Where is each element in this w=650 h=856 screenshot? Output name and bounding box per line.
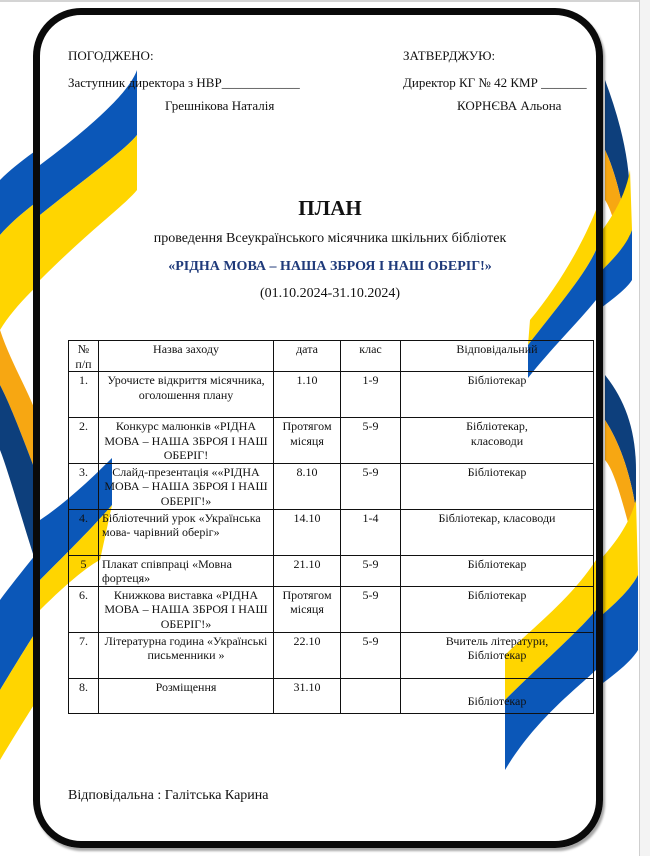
plan-table xyxy=(68,340,594,714)
cell-name: Бібліотечний урок «Українська мова- чарівний оберіг» xyxy=(99,509,274,555)
header-name: Назва заходу xyxy=(99,341,274,372)
cell-date: 31.10 xyxy=(274,678,341,713)
cell-responsible: Бібліотекар xyxy=(401,463,594,509)
approval-right-signature-line: _______ xyxy=(541,75,587,90)
approval-left-label: ПОГОДЖЕНО: xyxy=(68,48,154,63)
cell-date: Протягом місяця xyxy=(274,418,341,464)
cell-date: 22.10 xyxy=(274,632,341,678)
cell-date: Протягом місяця xyxy=(274,586,341,632)
cell-name: Плакат співпраці «Мовна фортеця» xyxy=(99,555,274,586)
cell-num: 5 xyxy=(69,555,99,586)
document-period: (01.10.2024-31.10.2024) xyxy=(260,286,400,301)
table-header-row xyxy=(69,341,594,372)
cell-num: 4. xyxy=(69,509,99,555)
cell-responsible: Вчитель літератури, Бібліотекар xyxy=(401,632,594,678)
table-row xyxy=(69,555,594,586)
cell-grade: 5-9 xyxy=(341,586,401,632)
table-row xyxy=(69,372,594,418)
table-row xyxy=(69,632,594,678)
cell-name: Книжкова виставка «РІДНА МОВА – НАША ЗБРОЯ І НАШ ОБЕРІГ!» xyxy=(99,586,274,632)
cell-responsible: Бібліотекар xyxy=(401,586,594,632)
cell-date: 21.10 xyxy=(274,555,341,586)
cell-responsible: Бібліотекар, класоводи xyxy=(401,509,594,555)
cell-grade: 1-4 xyxy=(341,509,401,555)
cell-name: Літературна година «Українські письменники » xyxy=(99,632,274,678)
cell-date: 14.10 xyxy=(274,509,341,555)
table-row xyxy=(69,678,594,713)
header-date: дата xyxy=(274,341,341,372)
cell-name: Розміщення xyxy=(99,678,274,713)
cell-grade: 5-9 xyxy=(341,463,401,509)
table-row xyxy=(69,509,594,555)
cell-num: 6. xyxy=(69,586,99,632)
cell-name: Слайд-презентація ««РІДНА МОВА – НАША ЗБРОЯ І НАШ ОБЕРІГ!» xyxy=(99,463,274,509)
approval-left-position xyxy=(68,75,300,90)
cell-grade xyxy=(341,678,401,713)
document-subtitle: проведення Всеукраїнського місячника шкільних бібліотек xyxy=(153,231,507,246)
scrollbar-track[interactable] xyxy=(639,0,650,856)
cell-grade: 1-9 xyxy=(341,372,401,418)
approval-left-signature-line: ____________ xyxy=(221,75,300,90)
approval-right-label: ЗАТВЕРДЖУЮ: xyxy=(403,48,496,63)
cell-grade: 5-9 xyxy=(341,555,401,586)
table-row xyxy=(69,418,594,464)
cell-grade: 5-9 xyxy=(341,632,401,678)
approval-right-position-text: Директор КГ № 42 КМР xyxy=(403,75,538,90)
cell-date: 8.10 xyxy=(274,463,341,509)
cell-grade: 5-9 xyxy=(341,418,401,464)
header-num: № п/п xyxy=(69,341,99,372)
cell-num: 1. xyxy=(69,372,99,418)
cell-num: 7. xyxy=(69,632,99,678)
document-title: ПЛАН xyxy=(298,196,362,220)
header-responsible: Відповідальний xyxy=(401,341,594,372)
approval-left-position-text: Заступник директора з НВР xyxy=(68,75,222,90)
table-row xyxy=(69,586,594,632)
document-slogan: «РІДНА МОВА – НАША ЗБРОЯ І НАШ ОБЕРІГ!» xyxy=(168,259,492,274)
cell-responsible: Бібліотекар, класоводи xyxy=(401,418,594,464)
header-grade: клас xyxy=(341,341,401,372)
approval-left-name: Грешнікова Наталія xyxy=(165,98,275,113)
cell-responsible-text: Бібліотекар xyxy=(467,693,527,708)
approval-right-position xyxy=(403,75,587,90)
approval-right-name: КОРНЄВА Альона xyxy=(457,98,562,113)
cell-responsible: Бібліотекар xyxy=(401,555,594,586)
cell-num: 2. xyxy=(69,418,99,464)
cell-name: Урочисте відкриття місячника, оголошення плану xyxy=(99,372,274,418)
cell-date: 1.10 xyxy=(274,372,341,418)
cell-responsible xyxy=(401,678,594,713)
responsible-person: Відповідальна : Галітська Карина xyxy=(68,788,269,803)
cell-responsible: Бібліотекар xyxy=(401,372,594,418)
cell-num: 8. xyxy=(69,678,99,713)
table-row xyxy=(69,463,594,509)
cell-num: 3. xyxy=(69,463,99,509)
cell-name: Конкурс малюнків «РІДНА МОВА – НАША ЗБРОЯ І НАШ ОБЕРІГ! xyxy=(99,418,274,464)
